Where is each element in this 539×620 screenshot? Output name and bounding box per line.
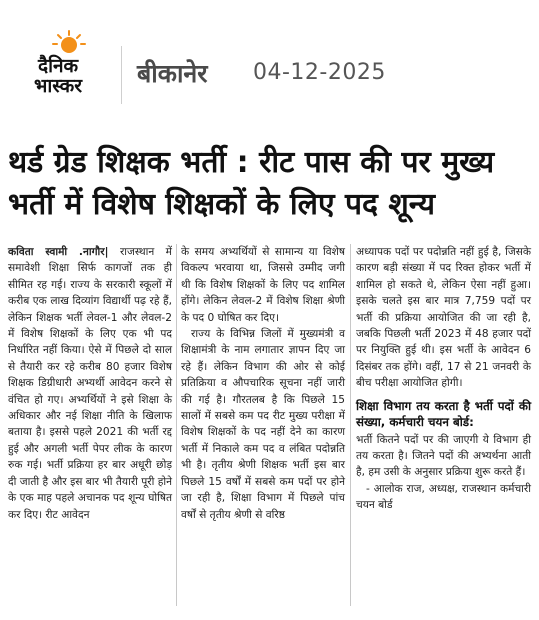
column-divider: [176, 244, 177, 606]
article-column-3: [356, 244, 531, 514]
headline-line2: भर्ती में विशेष शिक्षकों के लिए पद शून्य: [8, 187, 436, 222]
paragraph: भर्ती कितने पदों पर की जाएगी ये विभाग ही तय करता है। जितने पदों की अभ्यर्थना आती है, हम उसी के अनुसार प्रक्रिया शुरू करते हैं।: [356, 433, 531, 479]
paragraph: राज्य के विभिन्न जिलों में मुख्यमंत्री व शिक्षामंत्री के नाम लगातार ज्ञापन दिए जा रहे हैं। लेकिन विभाग की ओर से कोई प्रतिक्रिया व औपचारिक सूचना नहीं जारी की गई है। गौरतलब है कि पिछले 15 सालों में सबसे कम पद रीट मुख्य परीक्षा में विशेष शिक्षकों के पद नहीं देने का कारण भर्ती में निकाले कम पद व लंबित पदोन्नति भी है। तृतीय श्रेणी शिक्षक भर्ती इस बार पिछले 15 वर्षों में सबसे कम पदों पर होने जा रही है, शिक्षा विभाग में पिछले पांच वर्षों से तृतीय श्रेणी से वरिष्ठ: [181, 328, 345, 521]
article-column-2: [181, 244, 345, 523]
logo-line2: भास्कर: [34, 75, 83, 97]
quote-attribution: - आलोक राज, अध्यक्ष, राजस्थान कर्मचारी चयन बोर्ड: [356, 482, 531, 512]
masthead: [0, 0, 539, 120]
headline-line1: थर्ड ग्रेड शिक्षक भर्ती : रीट पास की पर मुख्य: [8, 145, 495, 180]
city-name: बीकानेर: [137, 59, 208, 88]
sub-heading: शिक्षा विभाग तय करता है भर्ती पदों की संख्या, कर्मचारी चयन बोर्ड:: [356, 398, 531, 429]
sun-icon: [52, 30, 86, 58]
paragraph: राजस्थान में समावेशी शिक्षा सिर्फ कागजों तक ही सीमित रह गई। राज्य के सरकारी स्कूलों में करीब एक लाख दिव्यांग विद्यार्थी पढ़ रहे हैं, लेकिन शिक्षक भर्ती लेवल-1 और लेवल-2 में विशेष शिक्षकों के लिए एक भी पद निर्धारित नहीं किया। ऐसे में पिछले दो साल से तैयारी कर रहे करीब 80 हजार विशेष शिक्षक डिग्रीधारी अभ्यर्थी आवेदन करने से वंचित हो गए। अभ्यर्थियों ने इसे शिक्षा के अधिकार और नई शिक्षा नीति के खिलाफ बताया है। इससे पहले 2021 की भर्ती रद्द हुई और अगली भर्ती पेपर लीक के कारण रुक गई। भर्ती प्रक्रिया हर बार अधूरी छोड़ दी जाती है और इस बार भी तैयारी पूरी होने के एक माह पहले अचानक पद शून्य घोषित कर दिए। रीट आवेदन: [8, 246, 172, 521]
article-column-1: [8, 244, 172, 523]
column-divider: [350, 244, 351, 606]
paragraph: अध्यापक पदों पर पदोन्नति नहीं हुई है, जिसके कारण बड़ी संख्या में पद रिक्त होकर भर्ती में शामिल हो सकते थे, लेकिन ऐसा नहीं हुआ। इसके चलते इस बार मात्र 7,759 पदों पर भर्ती की प्रक्रिया आयोजित की जा रही है, जबकि पिछली भर्ती 2023 में 48 हजार पदों पर नियुक्ति हुई थी। इस भर्ती के आवेदन 6 दिसंबर तक होंगे। वहीं, 17 से 21 जनवरी के बीच परीक्षा आयोजित होगी।: [356, 246, 531, 390]
paragraph: के समय अभ्यर्थियों से सामान्य या विशेष विकल्प भरवाया था, जिससे उम्मीद जगी थी कि विशेष शिक्षकों के लिए पद शामिल होंगे। लेकिन लेवल-2 में विशेष शिक्षा श्रेणी के पद 0 घोषित कर दिए।: [181, 246, 345, 324]
edition-date: 04-12-2025: [253, 60, 386, 85]
byline: कविता स्वामी .नागौर|: [8, 246, 109, 258]
dainik-bhaskar-logo: [30, 30, 110, 110]
masthead-divider: [121, 46, 122, 104]
logo-line1: दैनिक: [38, 55, 79, 77]
article-headline: [8, 142, 533, 226]
